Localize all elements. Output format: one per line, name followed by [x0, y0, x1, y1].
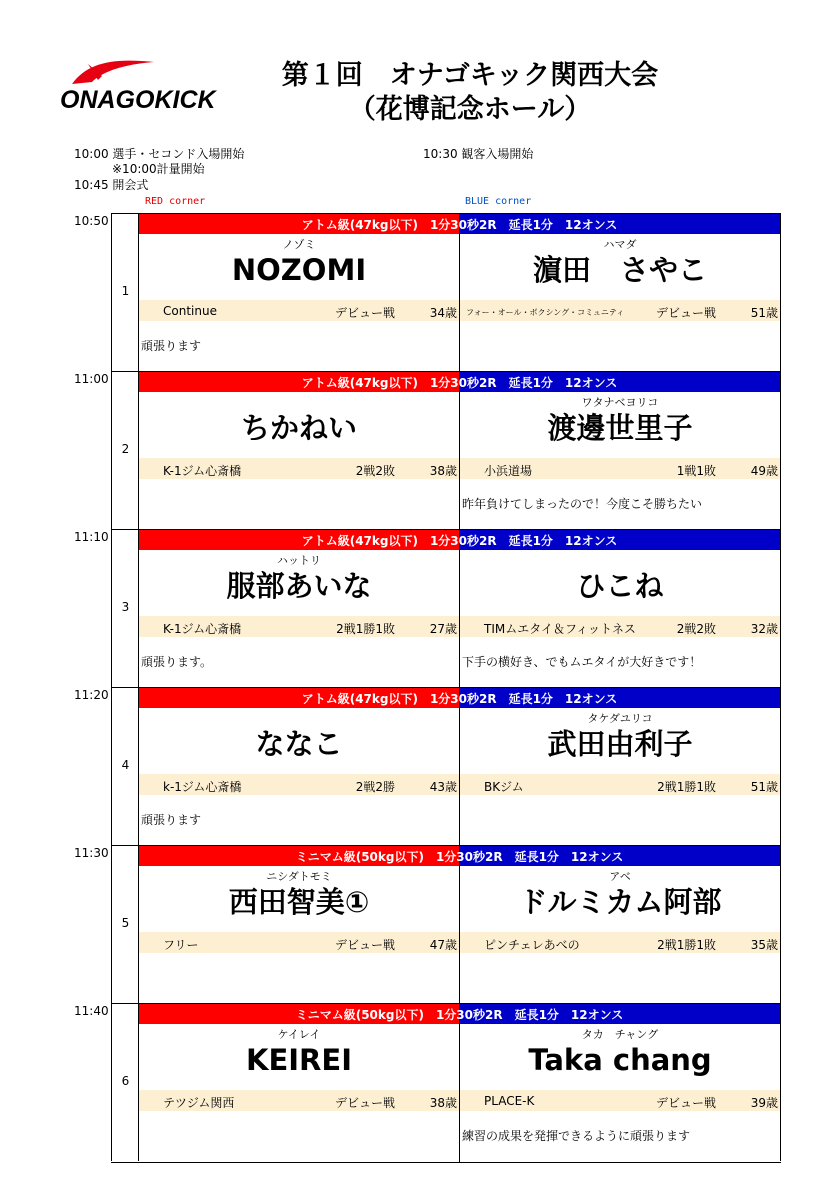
blue-fighter-info	[460, 1090, 780, 1111]
red-fighter-record: 2戦1勝1敗	[336, 622, 395, 636]
red-fighter	[139, 866, 459, 1004]
bout-number-cell	[111, 529, 138, 687]
rule-bar	[139, 372, 780, 392]
red-fighter-age: 27歳	[429, 622, 457, 636]
red-fighter-name: 服部あいな	[226, 569, 372, 603]
red-fighter-comment: 頑張ります	[141, 339, 202, 353]
red-fighter-name: ななこ	[255, 727, 343, 761]
red-fighter-info	[139, 1090, 459, 1111]
rule-bar	[139, 530, 780, 550]
blue-fighter	[460, 550, 780, 688]
blue-fighter-name: 濵田 さやこ	[532, 253, 707, 287]
red-fighter-kana: ノゾミ	[282, 238, 316, 251]
schedule-audience-entry: 10:30 観客入場開始	[423, 147, 534, 161]
bout-number-cell	[111, 687, 138, 845]
blue-fighter-name: ドルミカム阿部	[518, 885, 722, 919]
bout-number-cell	[111, 1003, 138, 1161]
rule-text: アトム級(47kg以下) 1分30秒2R 延長1分 12オンス	[301, 376, 618, 390]
bout-time: 11:20	[74, 688, 109, 702]
rule-bar	[139, 688, 780, 708]
red-fighter-name: NOZOMI	[231, 253, 367, 287]
blue-fighter	[460, 392, 780, 530]
red-fighter-kana: ケイレイ	[277, 1028, 321, 1041]
blue-fighter-record: デビュー戦	[655, 306, 716, 320]
red-fighter-record: デビュー戦	[334, 306, 395, 320]
page-title: 第１回 オナゴキック関西大会	[281, 60, 659, 91]
blue-fighter-info	[460, 774, 780, 795]
rule-bar	[139, 846, 780, 866]
red-fighter-age: 47歳	[429, 938, 457, 952]
red-fighter-record: デビュー戦	[334, 1096, 395, 1110]
blue-fighter-kana: ワタナベヨリコ	[581, 396, 659, 409]
red-fighter-gym: Continue	[163, 304, 217, 318]
bout-number: 3	[121, 600, 130, 614]
bout-number-cell	[111, 213, 138, 371]
red-fighter-gym: テツジム関西	[163, 1096, 235, 1110]
bout-number: 4	[121, 758, 130, 772]
bout-row	[111, 213, 781, 371]
bout-row	[111, 687, 781, 845]
schedule-opening: 10:45 開会式	[74, 178, 149, 192]
blue-fighter-age: 39歳	[750, 1096, 778, 1110]
red-fighter-record: 2戦2敗	[355, 464, 395, 478]
rule-text: アトム級(47kg以下) 1分30秒2R 延長1分 12オンス	[301, 218, 618, 232]
red-fighter-gym: フリー	[163, 938, 199, 952]
blue-fighter-kana: タカ チャング	[581, 1028, 659, 1041]
red-fighter-age: 38歳	[429, 464, 457, 478]
red-corner-label: RED corner	[145, 196, 206, 207]
blue-fighter-comment: 昨年負けてしまったので！今度こそ勝ちたい	[462, 497, 703, 511]
bout-card	[138, 687, 781, 845]
rule-bar	[139, 1004, 780, 1024]
blue-fighter-gym: TIMムエタイ＆フィットネス	[484, 622, 636, 636]
bout-row	[111, 529, 781, 687]
bout-number-cell	[111, 371, 138, 529]
red-fighter	[139, 708, 459, 846]
table-bottom-border	[111, 1162, 781, 1163]
bout-time: 11:10	[74, 530, 109, 544]
bout-time: 11:40	[74, 1004, 109, 1018]
blue-fighter-info	[460, 458, 780, 479]
blue-fighter-kana: アベ	[609, 870, 631, 883]
bout-card	[138, 371, 781, 529]
blue-fighter-name: ひこね	[576, 569, 664, 603]
rule-text: アトム級(47kg以下) 1分30秒2R 延長1分 12オンス	[301, 534, 618, 548]
bout-number: 5	[121, 916, 130, 930]
blue-fighter-record: 2戦1勝1敗	[657, 780, 716, 794]
rule-bar	[139, 214, 780, 234]
bout-card	[138, 1003, 781, 1161]
blue-fighter-age: 35歳	[750, 938, 778, 952]
rule-text: アトム級(47kg以下) 1分30秒2R 延長1分 12オンス	[301, 692, 618, 706]
blue-fighter-kana: タケダユリコ	[587, 712, 653, 725]
red-fighter-gym: K-1ジム心斎橋	[163, 464, 242, 478]
schedule-entry-start: 10:00 選手・セコンド入場開始	[74, 147, 245, 161]
red-fighter-gym: k-1ジム心斎橋	[163, 780, 242, 794]
blue-fighter-gym: ピンチェレあべの	[484, 938, 580, 952]
bout-number: 2	[121, 442, 130, 456]
red-fighter-comment: 頑張ります	[141, 813, 202, 827]
red-fighter-name: 西田智美①	[228, 885, 370, 919]
blue-fighter-gym: PLACE-K	[484, 1094, 535, 1108]
red-fighter	[139, 234, 459, 372]
bout-card	[138, 213, 781, 371]
bout-time: 11:00	[74, 372, 109, 386]
red-fighter-gym: K-1ジム心斎橋	[163, 622, 242, 636]
bout-row	[111, 371, 781, 529]
red-fighter-info	[139, 774, 459, 795]
blue-fighter-info	[460, 932, 780, 953]
blue-corner-label: BLUE corner	[465, 196, 532, 207]
blue-fighter-age: 49歳	[750, 464, 778, 478]
blue-fighter	[460, 1024, 780, 1162]
red-fighter-record: 2戦2勝	[355, 780, 395, 794]
red-fighter	[139, 392, 459, 530]
blue-fighter-age: 51歳	[750, 780, 778, 794]
red-fighter-record: デビュー戦	[334, 938, 395, 952]
rule-text: ミニマム級(50kg以下) 1分30秒2R 延長1分 12オンス	[295, 850, 624, 864]
blue-fighter	[460, 234, 780, 372]
bout-card	[138, 529, 781, 687]
blue-fighter-record: 1戦1敗	[676, 464, 716, 478]
red-fighter-info	[139, 932, 459, 953]
blue-fighter-gym: 小浜道場	[484, 464, 533, 478]
red-fighter	[139, 550, 459, 688]
blue-fighter-kana: ハマダ	[603, 238, 637, 251]
blue-fighter-info	[460, 300, 780, 321]
blue-fighter-gym: フォー・オール・ボクシング・コミュニティ	[466, 308, 625, 317]
bout-number: 6	[121, 1074, 130, 1088]
red-fighter-name: KEIREI	[245, 1043, 352, 1077]
red-fighter-age: 38歳	[429, 1096, 457, 1110]
red-fighter-info	[139, 300, 459, 321]
blue-fighter-age: 32歳	[750, 622, 778, 636]
blue-fighter-record: 2戦2敗	[676, 622, 716, 636]
red-fighter-info	[139, 458, 459, 479]
blue-fighter-record: デビュー戦	[655, 1096, 716, 1110]
logo-text: ONAGOKICK	[60, 86, 216, 114]
red-fighter-kana: ニシダトモミ	[266, 870, 332, 883]
bout-number-cell	[111, 845, 138, 1003]
blue-fighter-comment: 下手の横好き、でもムエタイが大好きです！	[462, 655, 702, 669]
page-subtitle: （花博記念ホール）	[348, 94, 592, 125]
bout-card	[138, 845, 781, 1003]
schedule-note-weigh-in: ※10:00計量開始	[112, 162, 205, 176]
red-fighter-age: 34歳	[429, 306, 457, 320]
blue-fighter-age: 51歳	[750, 306, 778, 320]
rule-text: ミニマム級(50kg以下) 1分30秒2R 延長1分 12オンス	[295, 1008, 624, 1022]
bout-number: 1	[121, 284, 130, 298]
red-fighter-name: ちかねい	[240, 411, 357, 445]
red-fighter	[139, 1024, 459, 1162]
blue-fighter-record: 2戦1勝1敗	[657, 938, 716, 952]
bout-row	[111, 845, 781, 1003]
blue-fighter-info	[460, 616, 780, 637]
blue-fighter-comment: 練習の成果を発揮できるように頑張ります	[462, 1129, 691, 1143]
blue-fighter-name: 武田由利子	[547, 727, 693, 761]
blue-fighter-name: 渡邊世里子	[547, 411, 693, 445]
bout-time: 10:50	[74, 214, 109, 228]
bout-row	[111, 1003, 781, 1161]
blue-fighter-gym: BKジム	[484, 780, 524, 794]
red-fighter-comment: 頑張ります。	[141, 655, 213, 669]
red-fighter-age: 43歳	[429, 780, 457, 794]
red-fighter-kana: ハットリ	[277, 554, 321, 567]
bout-time: 11:30	[74, 846, 109, 860]
blue-fighter	[460, 708, 780, 846]
red-fighter-info	[139, 616, 459, 637]
blue-fighter	[460, 866, 780, 1004]
blue-fighter-name: Taka chang	[528, 1043, 712, 1077]
